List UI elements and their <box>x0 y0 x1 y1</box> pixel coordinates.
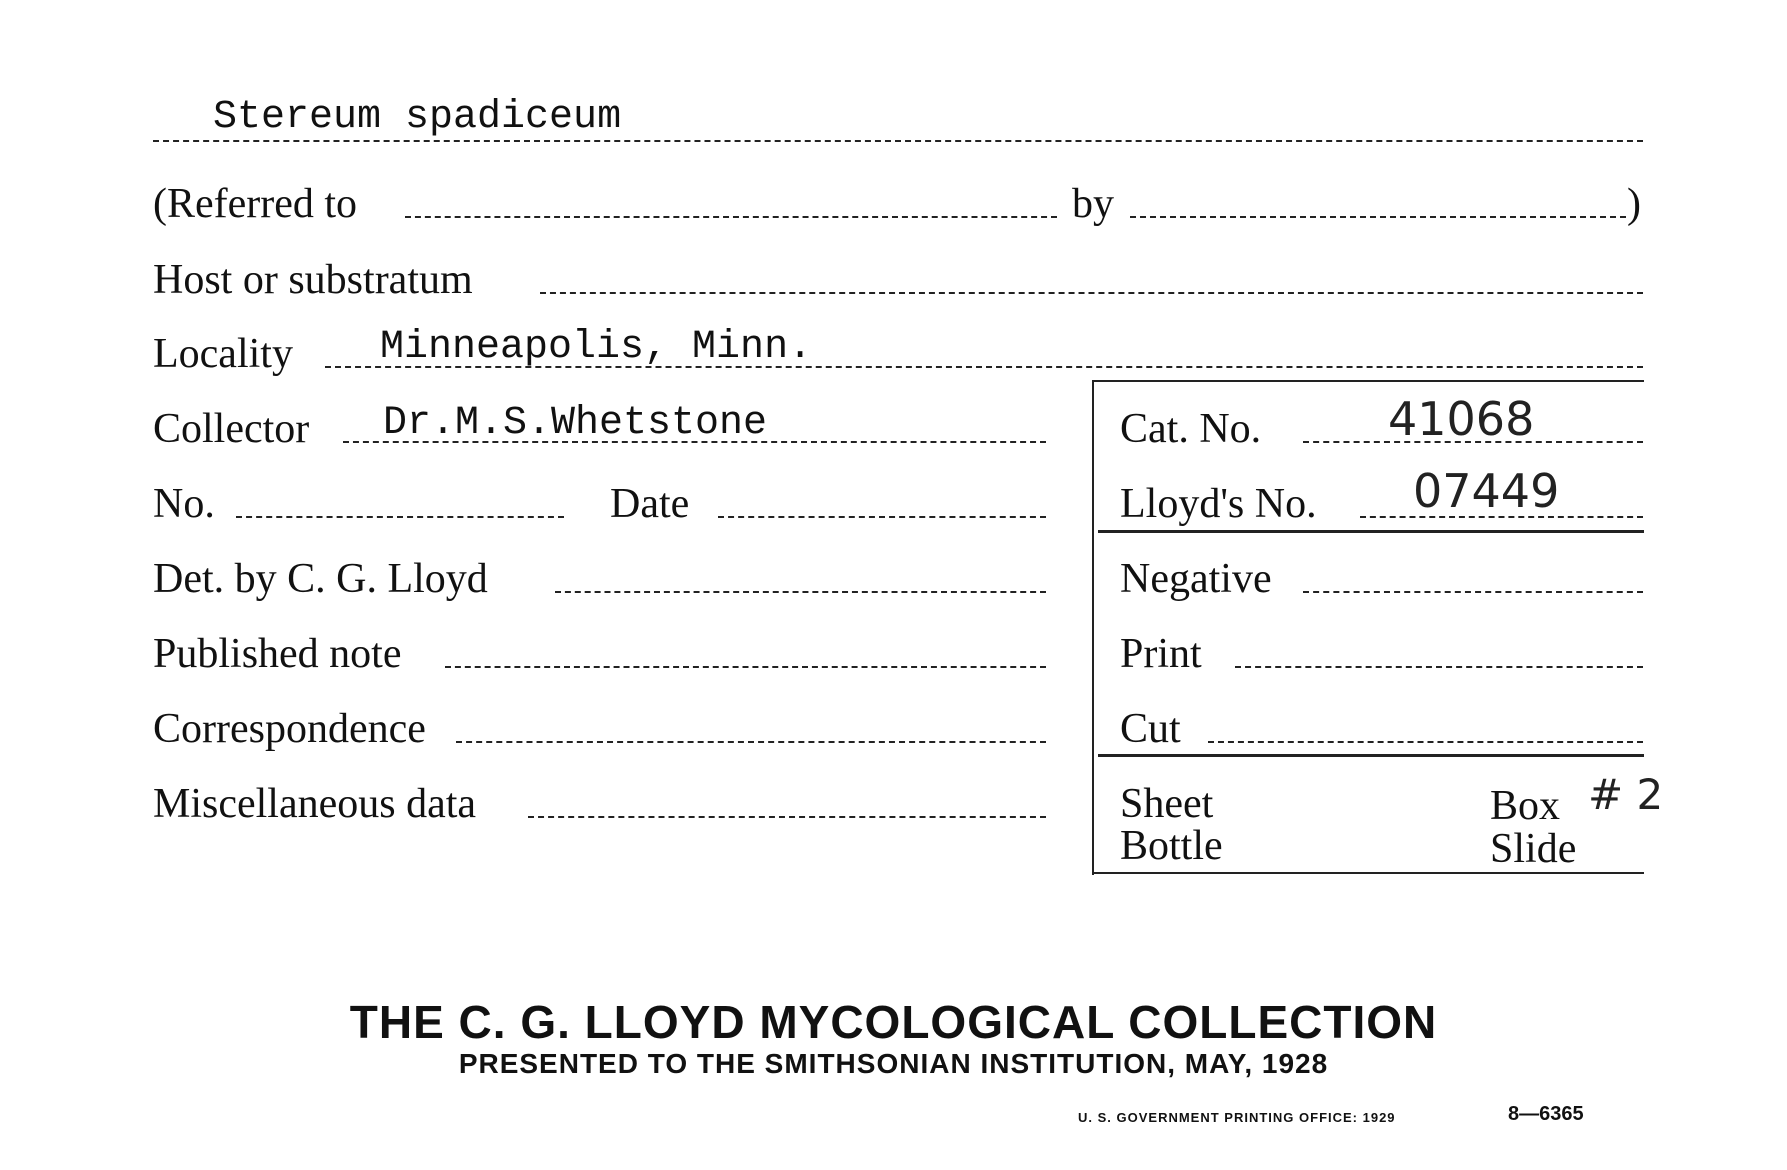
cat-no-label: Cat. No. <box>1120 406 1262 452</box>
collector-label: Collector <box>153 406 310 452</box>
date-label: Date <box>610 481 690 527</box>
cut-label: Cut <box>1120 706 1181 752</box>
collection-title: THE C. G. LLOYD MYCOLOGICAL COLLECTION <box>349 996 1438 1048</box>
right-box-top-border <box>1094 380 1644 382</box>
no-line <box>236 516 564 518</box>
locality-label: Locality <box>153 331 293 377</box>
by-line <box>1130 216 1626 218</box>
right-box-divider-1 <box>1098 530 1644 533</box>
box-label: Box <box>1490 783 1561 829</box>
print-label: Print <box>1120 631 1202 677</box>
no-label: No. <box>153 481 215 527</box>
species-line <box>153 140 1643 142</box>
date-line <box>718 516 1046 518</box>
referred-to-line <box>405 216 1057 218</box>
locality-line <box>325 366 1643 368</box>
bottle-label: Bottle <box>1120 823 1223 869</box>
published-label: Published note <box>153 631 402 677</box>
cat-no-line <box>1303 441 1643 443</box>
close-paren: ) <box>1627 181 1641 227</box>
misc-line <box>528 816 1046 818</box>
cut-line <box>1208 741 1643 743</box>
det-line <box>555 591 1046 593</box>
species-name: Stereum spadiceum <box>213 95 622 140</box>
print-line <box>1235 666 1643 668</box>
correspondence-label: Correspondence <box>153 706 426 752</box>
misc-label: Miscellaneous data <box>153 781 477 827</box>
box-value: # 2 <box>1588 770 1664 819</box>
sheet-label: Sheet <box>1120 781 1214 827</box>
published-line <box>445 666 1046 668</box>
det-label: Det. by C. G. Lloyd <box>153 556 488 602</box>
negative-line <box>1303 591 1643 593</box>
lloyds-no-value: 07449 <box>1413 464 1560 518</box>
slide-label: Slide <box>1490 826 1577 872</box>
by-label: by <box>1072 181 1114 227</box>
locality-value: Minneapolis, Minn. <box>380 325 813 370</box>
collector-value: Dr.M.S.Whetstone <box>383 401 768 446</box>
lloyds-no-label: Lloyd's No. <box>1120 481 1317 527</box>
printer-imprint: U. S. GOVERNMENT PRINTING OFFICE: 1929 <box>1078 1110 1396 1125</box>
host-line <box>540 292 1643 294</box>
referred-to-label: (Referred to <box>153 181 358 227</box>
lloyds-no-line <box>1360 516 1643 518</box>
right-box-bottom-border <box>1094 872 1644 874</box>
correspondence-line <box>456 741 1046 743</box>
form-number: 8—6365 <box>1508 1103 1584 1125</box>
host-label: Host or substratum <box>153 257 473 303</box>
cat-no-value: 41068 <box>1388 392 1535 446</box>
collector-line <box>343 441 1046 443</box>
negative-label: Negative <box>1120 556 1272 602</box>
collection-subtitle: PRESENTED TO THE SMITHSONIAN INSTITUTION, MAY, 1928 <box>458 1048 1329 1079</box>
right-box-divider-2 <box>1098 754 1644 757</box>
right-box-left-border <box>1092 380 1094 875</box>
